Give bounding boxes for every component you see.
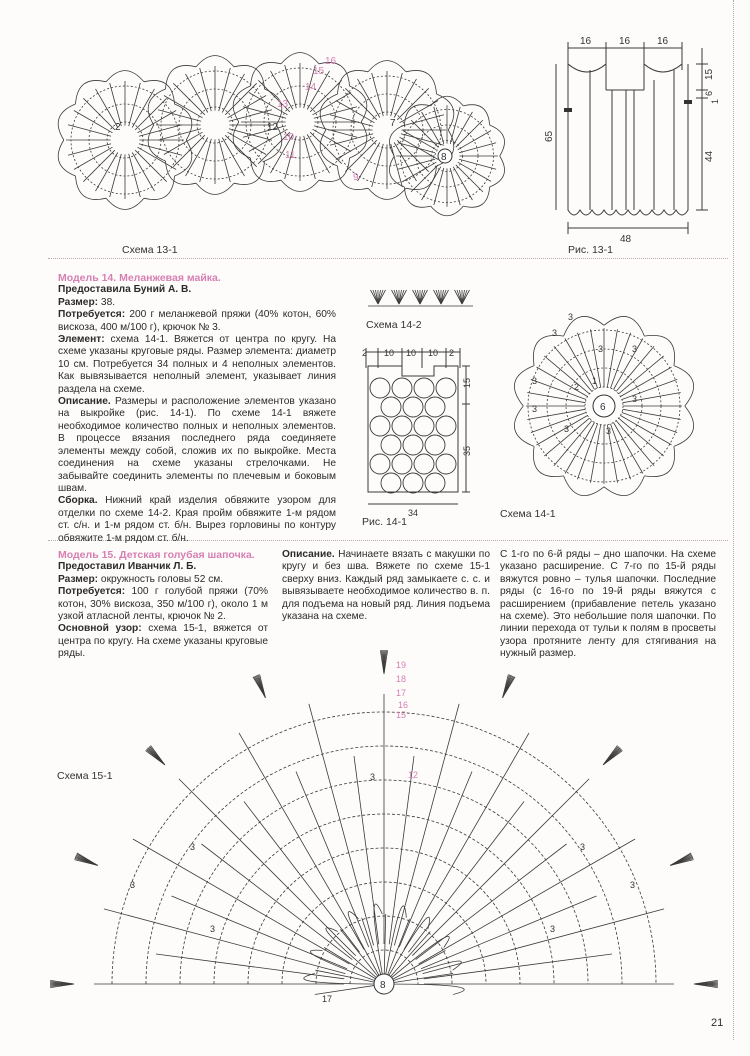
center-number: 8	[380, 980, 386, 991]
chart-stroke	[68, 144, 111, 156]
chart-stroke	[623, 409, 681, 419]
chart-stroke	[368, 61, 406, 72]
row-label: 16	[398, 700, 409, 710]
row-label: 2	[574, 382, 580, 392]
value: схема 15-1, вяжется от центра по кругу. На схеме указаны круговые ряды.	[58, 623, 268, 660]
chart-stroke	[175, 104, 192, 140]
chart-stroke	[527, 393, 585, 403]
motif-number: 10	[283, 132, 295, 143]
dimension-label: 1	[710, 98, 720, 104]
model-15-col-1	[58, 549, 268, 661]
page-number: 21	[711, 1017, 724, 1029]
chart-stroke	[372, 73, 384, 116]
chart-stroke	[436, 454, 456, 474]
value: окружность головы 52 см.	[98, 573, 224, 585]
chart-stroke	[234, 161, 265, 185]
chart-stroke	[436, 378, 456, 398]
chart-stroke	[106, 198, 144, 209]
dimension-label: 65	[544, 130, 555, 142]
dimension-label: 10	[384, 348, 395, 358]
chart-stroke	[58, 140, 75, 176]
value: схема 14-1. Вяжется от центра по кругу. На схеме указаны круговые ряды. Размер элемента: диаметр 10 см. Потребуется 34 полных и 4 неполных элементов. Как вывязывается неполный элемент, указывает линия раздела на схеме.	[58, 334, 336, 395]
row-label: 3	[568, 312, 574, 322]
motif-number: 7	[390, 118, 396, 129]
chart-stroke	[437, 94, 454, 130]
row-label: 3	[598, 344, 604, 354]
chart-stroke	[424, 954, 612, 979]
dimension-label: 44	[704, 150, 715, 162]
figure-13-1-caption: Рис. 13-1	[568, 244, 613, 256]
scheme-14-2-caption: Схема 14-2	[366, 319, 422, 331]
chart-stroke	[281, 180, 319, 191]
chart-stroke	[384, 906, 406, 984]
chart-stroke	[450, 168, 460, 205]
chart-stroke	[404, 733, 529, 950]
row-label: 3	[632, 394, 638, 404]
chart-stroke	[392, 454, 412, 474]
chart-stroke	[399, 772, 472, 948]
chart-stroke	[403, 397, 423, 417]
motif-number: 15	[313, 66, 325, 77]
dimension-label: 48	[620, 234, 632, 245]
chart-stroke	[156, 954, 344, 979]
chart-stroke	[644, 335, 674, 365]
motif-number: 12	[267, 122, 279, 133]
chart-stroke	[431, 96, 464, 106]
row-label: 3	[130, 880, 136, 890]
chart-stroke	[490, 125, 505, 156]
chart-stroke	[403, 473, 423, 493]
scheme-13-1-diagram	[55, 30, 555, 240]
chart-stroke	[463, 187, 489, 207]
row-label: 17	[322, 994, 333, 1004]
chart-stroke	[58, 104, 75, 140]
chart-stroke	[621, 367, 672, 396]
chart-stroke	[421, 896, 597, 969]
value: 38.	[98, 296, 116, 308]
chart-stroke	[414, 454, 434, 474]
row-label: 18	[396, 674, 407, 684]
chart-stroke	[172, 896, 348, 969]
chart-stroke	[296, 772, 369, 948]
chart-stroke	[425, 435, 445, 455]
row-label: 19	[396, 660, 407, 670]
row-label: 3	[532, 404, 538, 414]
chart-stroke	[614, 423, 643, 474]
chart-stroke	[129, 83, 141, 126]
chart-stroke	[394, 704, 459, 946]
dimension-label: 6	[704, 90, 714, 96]
model-15-col-3	[500, 549, 716, 661]
chart-stroke	[304, 136, 316, 179]
chart-stroke	[158, 110, 201, 122]
chart-stroke	[76, 80, 107, 104]
chart-stroke	[166, 65, 197, 89]
row-label: 3	[552, 328, 558, 338]
scheme-14-2-diagram	[368, 282, 478, 312]
motif-number: 14	[305, 82, 317, 93]
chart-stroke	[611, 333, 631, 388]
row-label: 3	[370, 772, 376, 782]
chart-stroke	[564, 476, 604, 496]
row-label: 3	[606, 426, 612, 436]
chart-stroke	[340, 912, 384, 984]
chart-stroke	[423, 909, 664, 974]
scheme-14-1-diagram	[494, 290, 714, 520]
chart-stroke	[309, 704, 374, 946]
chart-stroke	[607, 329, 617, 387]
page-margin-rule	[733, 0, 734, 1040]
model-14-text	[58, 272, 336, 545]
scheme-14-1-caption: Схема 14-1	[500, 508, 556, 520]
scheme-15-1-caption: Схема 15-1	[57, 770, 113, 782]
chart-stroke	[406, 70, 437, 94]
motif-number: 11	[285, 150, 296, 161]
chart-stroke	[251, 158, 282, 182]
chart-stroke	[408, 802, 524, 953]
figure-13-1-pattern	[544, 30, 730, 260]
chart-stroke	[425, 397, 445, 417]
chart-stroke	[370, 416, 390, 436]
chart-stroke	[281, 53, 319, 64]
chart-stroke	[110, 83, 122, 126]
label: Основной узор:	[58, 623, 142, 635]
chart-stroke	[354, 756, 379, 944]
chart-stroke	[431, 206, 464, 216]
row-label: 3	[632, 344, 638, 354]
row-label: 3	[550, 924, 556, 934]
chart-stroke	[533, 335, 563, 365]
chart-stroke	[565, 423, 594, 474]
chart-stroke	[384, 932, 449, 985]
dimension-label: 35	[462, 445, 472, 456]
chart-stroke	[104, 909, 346, 974]
chart-stroke	[319, 158, 350, 182]
chart-stroke	[621, 416, 672, 445]
label: Описание.	[58, 396, 111, 408]
motif-number: 8	[441, 152, 447, 163]
chart-stroke	[389, 156, 404, 187]
chart-stroke	[196, 183, 234, 194]
chart-stroke	[144, 176, 175, 200]
figure-14-1-pattern	[358, 344, 478, 524]
dimension-label: 15	[704, 68, 715, 80]
chart-stroke	[644, 446, 674, 476]
chart-stroke	[381, 473, 401, 493]
chart-stroke	[202, 844, 353, 960]
chart-stroke	[106, 71, 144, 82]
chart-stroke	[412, 779, 589, 956]
chart-stroke	[324, 928, 384, 984]
dimension-label: 15	[462, 377, 472, 388]
chart-stroke	[338, 70, 369, 94]
label: Описание.	[282, 549, 335, 560]
chart-stroke	[414, 416, 434, 436]
chart-stroke	[76, 176, 107, 200]
dimension-label: 10	[428, 348, 439, 358]
chart-stroke	[391, 144, 403, 187]
scheme-15-1-diagram	[40, 660, 730, 1040]
chart-stroke	[381, 435, 401, 455]
value: Нижний край изделия обвяжите узором для отделки по схеме 14-2. Края пройм обвяжите 1-м рядом ст. с/н. и 1-м рядом ст. б/н. Вырез горловины по контуру обвяжите 1-м рядом ст. б/н.	[58, 495, 336, 544]
chart-stroke	[68, 125, 111, 137]
chart-stroke	[565, 339, 598, 390]
dimension-label: 34	[408, 508, 419, 518]
chart-stroke	[175, 140, 192, 176]
label: Размер:	[58, 296, 99, 308]
dimension-label: 16	[580, 36, 592, 47]
chart-stroke	[133, 839, 350, 964]
chart-stroke	[158, 129, 201, 141]
chart-stroke	[381, 397, 401, 417]
chart-stroke	[370, 454, 390, 474]
scheme-13-1-caption: Схема 13-1	[122, 244, 178, 256]
chart-stroke	[425, 473, 445, 493]
row-label: 17	[396, 688, 407, 698]
chart-stroke	[244, 802, 360, 953]
chart-stroke	[463, 105, 489, 125]
chart-stroke	[392, 378, 412, 398]
chart-stroke	[604, 476, 644, 496]
chart-stroke	[416, 844, 567, 960]
chart-stroke	[622, 379, 677, 399]
row-label: 15	[396, 710, 407, 720]
chart-stroke	[591, 425, 601, 483]
row-label: 3	[564, 424, 570, 434]
chart-stroke	[604, 316, 644, 336]
chart-stroke	[391, 73, 403, 116]
model-15-author: Предоставил Иванчик Л. Б.	[58, 561, 197, 573]
label: Элемент:	[58, 334, 105, 346]
row-label: 3	[210, 924, 216, 934]
chart-stroke	[239, 733, 364, 950]
motif-number: 2	[115, 122, 121, 133]
row-label: 3	[580, 842, 586, 852]
chart-stroke	[419, 839, 635, 964]
motif-number: 16	[325, 56, 337, 67]
chart-stroke	[148, 89, 165, 125]
chart-stroke	[219, 68, 231, 111]
chart-stroke	[450, 107, 460, 144]
chart-stroke	[537, 416, 588, 446]
chart-stroke	[233, 122, 250, 158]
value: 100 г голубой пряжи (70% котон, 30% вискоза, 350 м/100 г), около 1 м узкой атласной ленты, крючок № 2.	[58, 586, 268, 623]
chart-stroke	[129, 154, 141, 197]
row-label: 3	[532, 376, 538, 386]
model-15-heading: Модель 15. Детская голубая шапочка.	[58, 549, 255, 561]
chart-stroke	[403, 435, 423, 455]
label: Потребуется:	[58, 309, 126, 321]
label: Сборка.	[58, 495, 98, 507]
figure-14-1-caption: Рис. 14-1	[362, 516, 407, 528]
model-14-heading: Модель 14. Меланжевая майка.	[58, 272, 221, 284]
chart-stroke	[320, 130, 337, 166]
row-label: 12	[408, 770, 419, 780]
center-number: 6	[600, 402, 606, 413]
chart-stroke	[414, 378, 434, 398]
label: Потребуется:	[58, 586, 126, 598]
value: С 1-го по 6-й ряды – дно шапочки. На схеме указано расширение. С 7-го по 15-й ряды вяжутся ровно – тулья шапочки. Последние ряды (с 16-го по 19-й ряды вяжутся с расширением (прибавление петель указано на схеме). Это небольшие поля шапочки. По линии перехода от тульи к полям в просветы узора протяните ленту для стягивания на нужный размер.	[500, 549, 716, 660]
value: Начинаете вязать с макушки по кругу и без шва. Вяжете по схеме 15-1 сверху вниз. Каждый ряд замыкаете с. с. и вывязываете необходимое количество в. п. для подъема на новый ряд. Линия подъема указана на схеме.	[282, 549, 490, 623]
chart-stroke	[179, 779, 356, 956]
chart-stroke	[368, 188, 406, 199]
dimension-label: 16	[619, 36, 631, 47]
chart-stroke	[196, 56, 234, 67]
chart-stroke	[148, 125, 165, 161]
model-15-col-2	[282, 549, 490, 623]
chart-stroke	[533, 446, 563, 476]
dimension-label: 16	[657, 36, 669, 47]
row-label: 1	[592, 376, 598, 386]
chart-stroke	[622, 413, 677, 433]
chart-stroke	[436, 416, 456, 436]
motif-number: 13	[277, 99, 289, 110]
chart-stroke	[330, 115, 373, 127]
chart-stroke	[490, 156, 505, 187]
chart-stroke	[611, 424, 631, 479]
model-14-author: Предоставила Буний А. В.	[58, 284, 192, 296]
row-label: 3	[630, 880, 636, 890]
dimension-label: 10	[406, 348, 417, 358]
chart-stroke	[389, 756, 414, 944]
chart-stroke	[392, 416, 412, 436]
chart-stroke	[251, 62, 282, 86]
chart-stroke	[370, 378, 390, 398]
value: Размеры и расположение элементов указано на выкройке (рис. 14-1). По схеме 14-1 вяжете необходимое количество полных и неполных элементов. В процессе вязания последнего ряда соединяете элементы между собой, сложив их по выкройке. Места соединения на схеме указаны стрелочками. Не забывайте соединить элементы по плечевым и боковым швам.	[58, 396, 336, 494]
chart-stroke	[577, 424, 597, 479]
chart-stroke	[406, 166, 437, 190]
chart-stroke	[531, 413, 586, 433]
chart-stroke	[200, 68, 212, 111]
value: 200 г меланжевой пряжи (40% котон, 60% вискоза, 400 м/100 г), крючок № 3.	[58, 309, 336, 333]
dimension-label: 2	[449, 348, 455, 358]
chart-stroke	[219, 139, 231, 182]
motif-number: 9	[353, 172, 359, 183]
chart-stroke	[404, 187, 430, 207]
label: Размер:	[58, 573, 99, 585]
row-label: 3	[190, 842, 196, 852]
dimension-label: 2	[362, 348, 368, 358]
chart-stroke	[537, 367, 588, 397]
chart-stroke	[614, 339, 643, 390]
